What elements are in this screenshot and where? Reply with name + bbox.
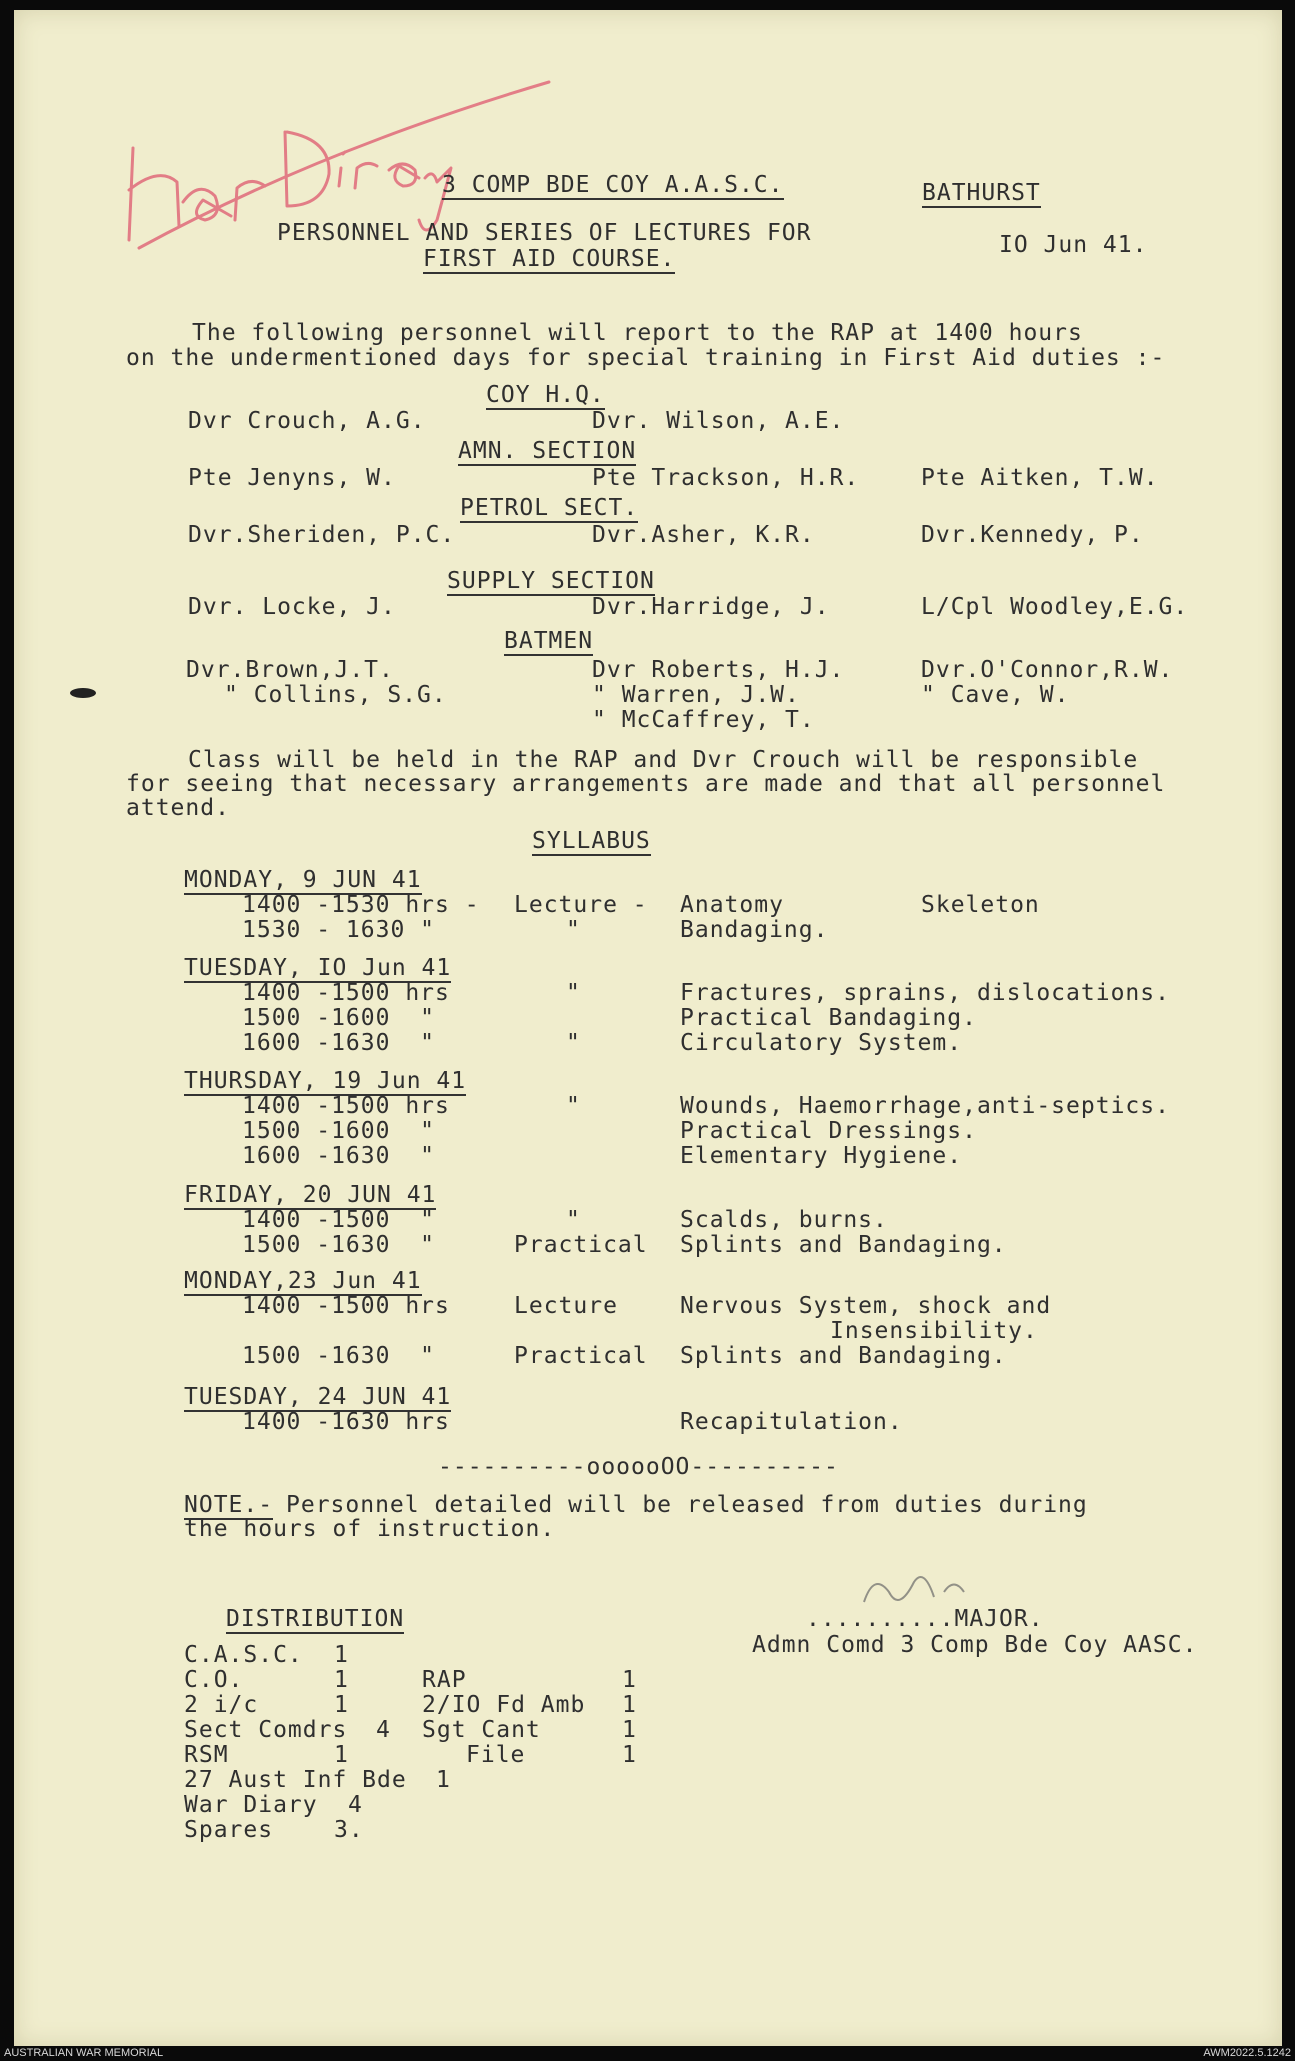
time-row: 1600 -1630 ": [242, 1143, 436, 1169]
intro-line-2: on the undermentioned days for special training in First Aid duties :-: [126, 345, 1166, 371]
session-topic: Fractures, sprains, dislocations.: [680, 980, 1170, 1006]
session-topic: Circulatory System.: [680, 1030, 963, 1056]
time-row: 1500 -1630 ": [242, 1232, 436, 1258]
separator-line: ----------oooooOO----------: [438, 1454, 839, 1480]
time-row: 1500 -1630 ": [242, 1343, 436, 1369]
session-type: Lecture: [514, 1293, 618, 1319]
document-page: [14, 10, 1282, 2046]
petrol-section-heading: PETROL SECT.: [460, 495, 639, 521]
supply-person-3: L/Cpl Woodley,E.G.: [921, 594, 1189, 620]
title-line-2: FIRST AID COURSE.: [423, 246, 676, 272]
time-row: 1600 -1630 ": [242, 1030, 436, 1056]
supply-person-1: Dvr. Locke, J.: [188, 594, 396, 620]
amn-person-3: Pte Aitken, T.W.: [921, 465, 1159, 491]
time-row: 1530 - 1630 ": [242, 917, 436, 943]
distribution-entry: RAP: [422, 1667, 467, 1693]
distribution-qty: 1: [334, 1742, 349, 1768]
distribution-entry: War Diary: [184, 1792, 318, 1818]
day-friday-20: FRIDAY, 20 JUN 41: [184, 1182, 437, 1208]
session-type: Practical: [514, 1232, 648, 1258]
signature-rank: ..........MAJOR.: [806, 1606, 1044, 1632]
session-type: ": [566, 1030, 581, 1056]
batman-2: " Collins, S.G.: [224, 682, 447, 708]
amn-person-2: Pte Trackson, H.R.: [592, 465, 860, 491]
distribution-entry: RSM: [184, 1742, 229, 1768]
time-row: 1400 -1500 ": [242, 1207, 436, 1233]
coy-hq-person-2: Dvr. Wilson, A.E.: [592, 408, 845, 434]
session-topic: Anatomy: [680, 892, 784, 918]
batman-5: " McCaffrey, T.: [592, 707, 815, 733]
session-topic: Practical Dressings.: [680, 1118, 977, 1144]
distribution-entry: Sect Comdrs: [184, 1717, 348, 1743]
batman-6: Dvr.O'Connor,R.W.: [921, 657, 1174, 683]
coy-hq-heading: COY H.Q.: [486, 382, 605, 408]
distribution-entry: 2/IO Fd Amb: [422, 1692, 586, 1718]
day-monday-9: MONDAY, 9 JUN 41: [184, 867, 422, 893]
title-line-1: PERSONNEL AND SERIES OF LECTURES FOR: [277, 220, 812, 246]
time-row: 1400 -1500 hrs: [242, 1293, 450, 1319]
batman-1: Dvr.Brown,J.T.: [186, 657, 394, 683]
session-type: ": [566, 980, 581, 1006]
session-type: ": [566, 917, 581, 943]
session-type: ": [566, 1207, 581, 1233]
distribution-qty: 1: [622, 1667, 637, 1693]
distribution-entry: C.O.: [184, 1667, 244, 1693]
intro-line-1: The following personnel will report to the RAP at 1400 hours: [192, 320, 1083, 346]
distribution-entry: Spares: [184, 1817, 274, 1843]
session-topic: Scalds, burns.: [680, 1207, 888, 1233]
session-topic: Practical Bandaging.: [680, 1005, 977, 1031]
distribution-qty: 1: [334, 1667, 349, 1693]
time-row: 1500 -1600 ": [242, 1118, 436, 1144]
distribution-qty: 1: [334, 1642, 349, 1668]
distribution-heading: DISTRIBUTION: [226, 1606, 405, 1632]
distribution-qty: 1: [334, 1692, 349, 1718]
distribution-entry: C.A.S.C.: [184, 1642, 303, 1668]
note-label: NOTE.-: [184, 1492, 274, 1518]
day-tuesday-24: TUESDAY, 24 JUN 41: [184, 1384, 452, 1410]
batman-7: " Cave, W.: [921, 682, 1070, 708]
petrol-person-3: Dvr.Kennedy, P.: [921, 522, 1144, 548]
day-monday-23: MONDAY,23 Jun 41: [184, 1268, 422, 1294]
distribution-qty: 1: [622, 1717, 637, 1743]
batman-3: Dvr Roberts, H.J.: [592, 657, 845, 683]
session-type: Practical: [514, 1343, 648, 1369]
session-topic-extra: Skeleton: [921, 892, 1040, 918]
time-row: 1400 -1630 hrs: [242, 1409, 450, 1435]
class-note-line-1: Class will be held in the RAP and Dvr Crouch will be responsible: [188, 747, 1139, 773]
syllabus-heading: SYLLABUS: [532, 828, 651, 854]
distribution-qty: 1: [622, 1692, 637, 1718]
coy-hq-person-1: Dvr Crouch, A.G.: [188, 408, 426, 434]
amn-section-heading: AMN. SECTION: [458, 438, 637, 464]
session-topic: Recapitulation.: [680, 1409, 903, 1435]
session-topic: Elementary Hygiene.: [680, 1143, 963, 1169]
note-line-2: the hours of instruction.: [184, 1516, 556, 1542]
footer-left: AUSTRALIAN WAR MEMORIAL: [4, 2047, 164, 2059]
distribution-qty: 3.: [334, 1817, 364, 1843]
session-type: Lecture -: [514, 892, 648, 918]
session-topic: Wounds, Haemorrhage,anti-septics.: [680, 1093, 1170, 1119]
petrol-person-1: Dvr.Sheriden, P.C.: [188, 522, 456, 548]
day-tuesday-10: TUESDAY, IO Jun 41: [184, 955, 452, 981]
session-topic: Bandaging.: [680, 917, 829, 943]
distribution-entry: 2 i/c: [184, 1692, 259, 1718]
time-row: 1400 -1530 hrs -: [242, 892, 480, 918]
supply-section-heading: SUPPLY SECTION: [447, 568, 655, 594]
class-note-line-3: attend.: [126, 795, 230, 821]
distribution-qty: 4: [348, 1792, 363, 1818]
footer-right: AWM2022.5.1242: [1203, 2047, 1291, 2059]
distribution-qty: 4: [376, 1717, 391, 1743]
session-topic: Splints and Bandaging.: [680, 1232, 1007, 1258]
class-note-line-2: for seeing that necessary arrangements are made and that all personnel: [126, 771, 1166, 797]
place-heading: BATHURST: [922, 180, 1041, 206]
distribution-entry: File: [466, 1742, 526, 1768]
signature-appointment: Admn Comd 3 Comp Bde Coy AASC.: [752, 1632, 1198, 1658]
session-topic: Nervous System, shock and: [680, 1293, 1052, 1319]
session-topic: Splints and Bandaging.: [680, 1343, 1007, 1369]
distribution-qty: 1: [622, 1742, 637, 1768]
time-row: 1400 -1500 hrs: [242, 980, 450, 1006]
amn-person-1: Pte Jenyns, W.: [188, 465, 396, 491]
session-type: ": [566, 1093, 581, 1119]
unit-heading: 3 COMP BDE COY A.A.S.C.: [442, 172, 784, 198]
document-date: IO Jun 41.: [999, 232, 1148, 258]
distribution-entry: Sgt Cant: [422, 1717, 541, 1743]
time-row: 1400 -1500 hrs: [242, 1093, 450, 1119]
batman-4: " Warren, J.W.: [592, 682, 800, 708]
session-topic-continued: Insensibility.: [830, 1318, 1038, 1344]
note-line-1: Personnel detailed will be released from duties during: [286, 1492, 1088, 1518]
batmen-heading: BATMEN: [504, 628, 594, 654]
supply-person-2: Dvr.Harridge, J.: [592, 594, 830, 620]
punch-hole-mark: [70, 688, 96, 698]
day-thursday-19: THURSDAY, 19 Jun 41: [184, 1068, 467, 1094]
petrol-person-2: Dvr.Asher, K.R.: [592, 522, 815, 548]
distribution-qty: 1: [436, 1767, 451, 1793]
time-row: 1500 -1600 ": [242, 1005, 436, 1031]
distribution-entry: 27 Aust Inf Bde: [184, 1767, 407, 1793]
